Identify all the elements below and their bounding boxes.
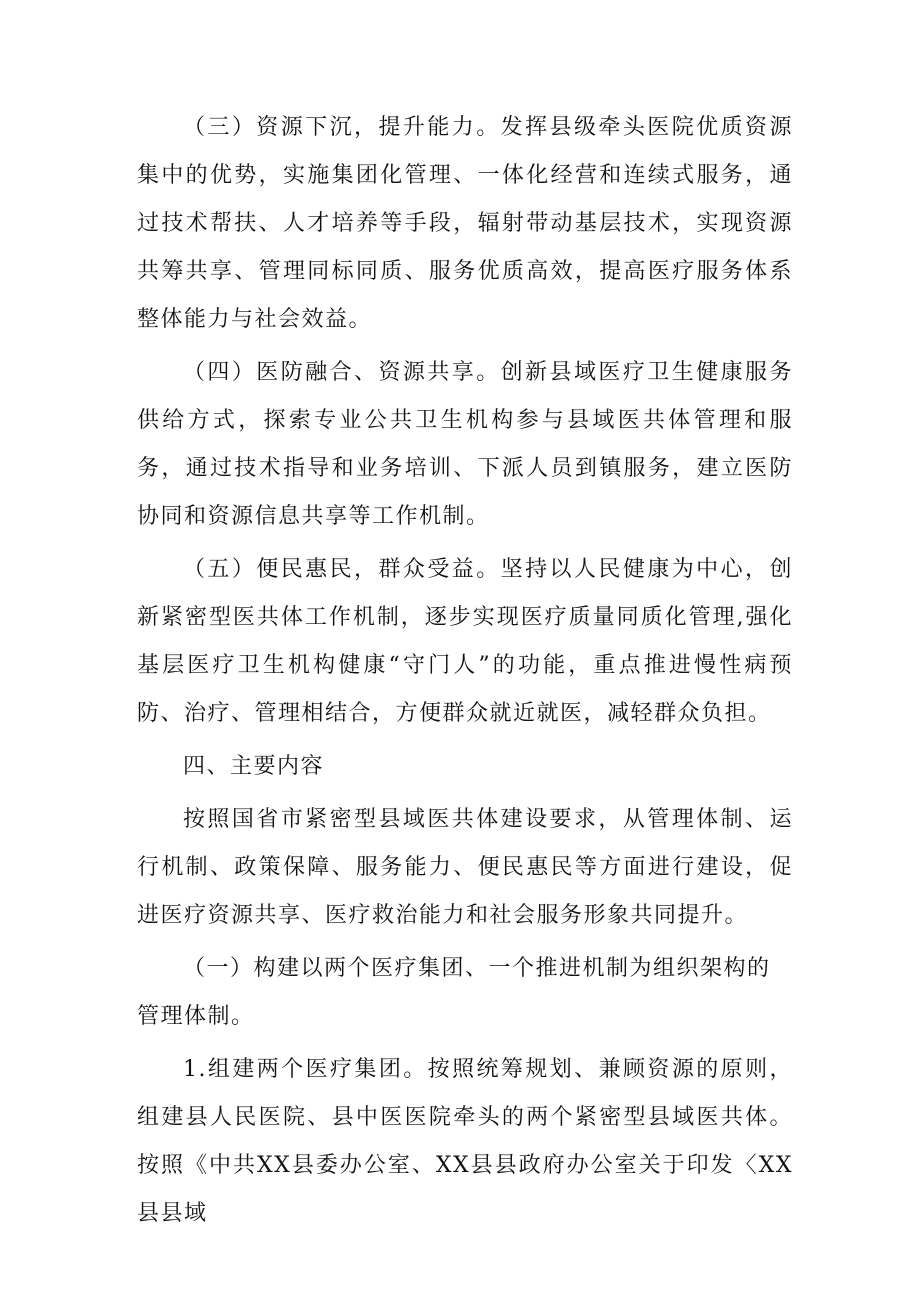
paragraph-main-content-intro: 按照国省市紧密型县域医共体建设要求，从管理体制、运行机制、政策保障、服务能力、便民惠民等方面进行建设，促进医疗资源共享、医疗救治能力和社会服务形象共同提升。: [137, 807, 793, 928]
paragraph-resources-downward: （三）资源下沉，提升能力。发挥县级牵头医院优质资源集中的优势，实施集团化管理、一体化经营和连续式服务，通过技术帮扶、人才培养等手段，辐射带动基层技术，实现资源共筹共享、管理同标同质、服务优质高效，提高医疗服务体系整体能力与社会效益。: [137, 115, 793, 332]
paragraph-two-medical-groups: 1.组建两个医疗集团。按照统筹规划、兼顾资源的原则，组建县人民医院、县中医医院牵头的两个紧密型县域医共体。按照《中共XX县委办公室、XX县县政府办公室关于印发〈XX县县域: [137, 1057, 793, 1226]
paragraph-medical-prevention-integration: （四）医防融合、资源共享。创新县域医疗卫生健康服务供给方式，探索专业公共卫生机构参与县域医共体管理和服务，通过技术指导和业务培训、下派人员到镇服务，建立医防协同和资源信息共享等工作机制。: [137, 360, 793, 529]
section-heading-main-content: 四、主要内容: [183, 754, 325, 779]
document-body: [137, 104, 793, 1243]
subheading-management-system: （一）构建以两个医疗集团、一个推进机制为组织架构的管理体制。: [137, 956, 771, 1029]
paragraph-convenience-for-people: （五）便民惠民，群众受益。坚持以人民健康为中心，创新紧密型医共体工作机制，逐步实现医疗质量同质化管理,强化基层医疗卫生机构健康“守门人”的功能，重点推进慢性病预防、治疗、管理相结合，方便群众就近就医，减轻群众负担。: [137, 557, 793, 726]
